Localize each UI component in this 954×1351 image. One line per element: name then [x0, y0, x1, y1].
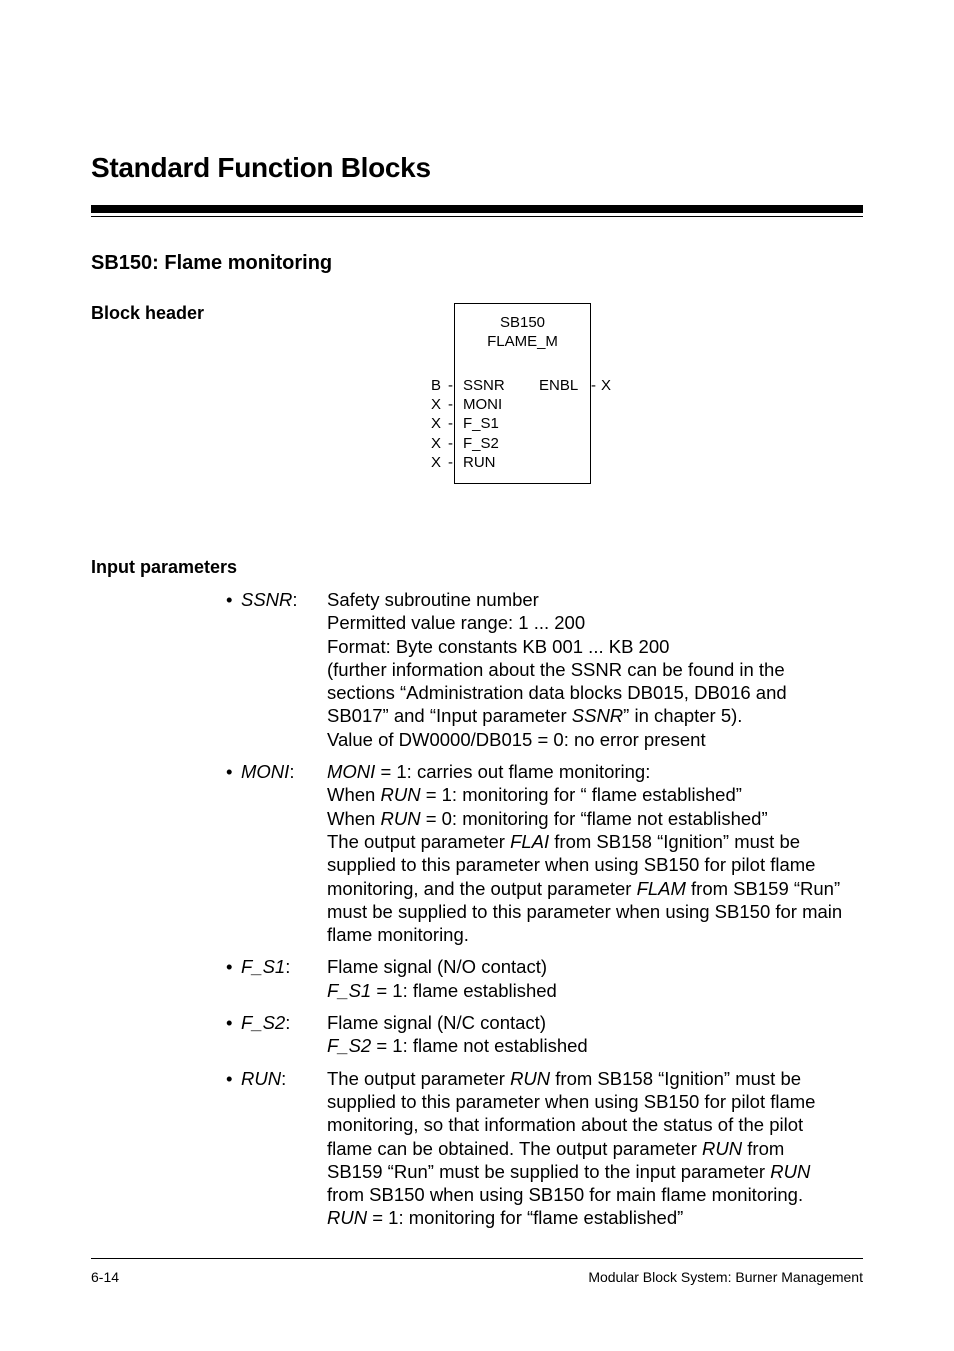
description-line	[327, 1011, 863, 1034]
description-line	[327, 853, 863, 876]
description-line	[327, 830, 863, 853]
text-run: = 1: monitoring for “flame established”	[367, 1207, 684, 1229]
text-run: from SB158 “Ignition” must be	[550, 1067, 802, 1089]
italic-term: RUN	[510, 1067, 551, 1089]
header-rule-thick	[91, 205, 863, 213]
input-pin-f_s2: F_S2	[463, 434, 499, 452]
description-line	[327, 1206, 863, 1229]
input-type-run: X	[431, 453, 442, 471]
param-colon: :	[285, 956, 291, 978]
input-pin-run: RUN	[463, 453, 496, 471]
bullet: •	[226, 1067, 233, 1089]
text-run: The output parameter	[327, 1067, 511, 1089]
param-moni	[91, 760, 863, 946]
bullet: •	[226, 761, 233, 783]
text-run: Format: Byte constants KB 001 ... KB 200	[327, 635, 670, 657]
description-line	[327, 1113, 863, 1136]
param-description	[327, 1067, 863, 1230]
text-run: = 1: flame not established	[371, 1035, 588, 1057]
output-pin-line: -	[591, 377, 596, 394]
param-f-s2	[91, 1011, 863, 1058]
param-name	[241, 588, 298, 611]
text-run: SB017” and “Input parameter	[327, 705, 572, 727]
section-title: SB150: Flame monitoring	[91, 252, 333, 274]
text-run: = 1: flame established	[371, 979, 557, 1001]
description-line	[327, 923, 863, 946]
description-line	[327, 728, 863, 751]
italic-term: RUN	[380, 807, 421, 829]
input-type-ssnr: B	[431, 377, 442, 394]
param-name-text: F_S2	[241, 1012, 286, 1034]
input-type-f_s1: X	[431, 415, 442, 433]
param-description	[327, 955, 863, 1002]
text-run: The output parameter	[327, 830, 511, 852]
input-pin-line: -	[448, 434, 453, 452]
bullet: •	[226, 956, 233, 978]
block-type: FLAME_M	[487, 333, 558, 350]
input-type-f_s2: X	[431, 434, 442, 452]
text-run: = 1: monitoring for “ flame established”	[420, 784, 742, 806]
param-name	[241, 760, 294, 783]
text-run: = 0: monitoring for “flame not established”	[420, 807, 768, 829]
description-line	[327, 704, 863, 727]
input-parameters-heading: Input parameters	[91, 557, 238, 577]
book-title: Modular Block System: Burner Management	[588, 1269, 863, 1285]
text-run: Flame signal (N/O contact)	[327, 956, 548, 978]
text-run: SB159 “Run” must be supplied to the input parameter	[327, 1160, 771, 1182]
footer-rule	[91, 1258, 863, 1259]
output-type-enbl: X	[601, 377, 612, 394]
text-run: from	[742, 1137, 785, 1159]
chapter-title: Standard Function Blocks	[91, 152, 431, 183]
italic-term: FLAM	[636, 877, 686, 899]
description-line	[327, 955, 863, 978]
param-ssnr	[91, 588, 863, 751]
text-run: Permitted value range: 1 ... 200	[327, 612, 586, 634]
input-pin-line: -	[448, 453, 453, 471]
param-colon: :	[292, 589, 298, 610]
param-name-text: SSNR	[241, 589, 293, 610]
text-run: = 1: carries out flame monitoring:	[375, 761, 651, 783]
text-run: flame monitoring.	[327, 924, 469, 946]
text-run: must be supplied to this parameter when using SB150 for main	[327, 900, 843, 922]
description-line	[327, 658, 863, 681]
input-pin-line: -	[448, 396, 453, 414]
output-pin-enbl: ENBL	[539, 377, 579, 394]
input-pin-f_s1: F_S1	[463, 415, 499, 433]
description-line	[327, 611, 863, 634]
italic-term: RUN	[327, 1207, 368, 1229]
description-line	[327, 783, 863, 806]
input-type-moni: X	[431, 396, 442, 414]
text-run: Flame signal (N/C contact)	[327, 1012, 546, 1034]
param-f-s1	[91, 955, 863, 1002]
italic-term: RUN	[380, 784, 421, 806]
param-description	[327, 760, 863, 946]
description-line	[327, 681, 863, 704]
param-colon: :	[281, 1067, 287, 1089]
description-line	[327, 1034, 863, 1057]
input-parameter-list	[91, 588, 863, 1239]
bullet: •	[226, 1012, 233, 1034]
text-run: Safety subroutine number	[327, 589, 539, 610]
text-run: from SB150 when using SB150 for main flame monitoring.	[327, 1184, 804, 1206]
text-run: sections “Administration data blocks DB015, DB016 and	[327, 682, 787, 704]
page-number: 6-14	[91, 1269, 120, 1285]
text-run: When	[327, 807, 381, 829]
param-description	[327, 588, 863, 751]
text-run: from SB159 “Run”	[685, 877, 841, 899]
param-colon: :	[289, 761, 295, 783]
param-colon: :	[285, 1012, 291, 1034]
param-run	[91, 1067, 863, 1230]
input-pin-ssnr: SSNR	[463, 377, 505, 394]
param-description	[327, 1011, 863, 1058]
description-line	[327, 900, 863, 923]
italic-term: RUN	[702, 1137, 743, 1159]
param-name	[241, 1011, 290, 1034]
italic-term: F_S1	[327, 979, 372, 1001]
text-run: monitoring, and the output parameter	[327, 877, 637, 899]
text-run: (further information about the SSNR can be found in the	[327, 658, 785, 680]
text-run: ” in chapter 5).	[623, 705, 743, 727]
bullet: •	[226, 589, 233, 610]
text-run: supplied to this parameter when using SB150 for pilot flame	[327, 854, 816, 876]
italic-term: SSNR	[571, 705, 624, 727]
param-name-text: F_S1	[241, 956, 286, 978]
text-run: monitoring, so that information about the status of the pilot	[327, 1114, 804, 1136]
description-line	[327, 1137, 863, 1160]
description-line	[327, 1183, 863, 1206]
description-line	[327, 1160, 863, 1183]
description-line	[327, 979, 863, 1002]
italic-term: MONI	[327, 761, 376, 783]
text-run: supplied to this parameter when using SB150 for pilot flame	[327, 1090, 816, 1112]
italic-term: F_S2	[327, 1035, 372, 1057]
italic-term: RUN	[770, 1160, 811, 1182]
description-line	[327, 760, 863, 783]
text-run: When	[327, 784, 381, 806]
description-line	[327, 635, 863, 658]
italic-term: FLAI	[510, 830, 550, 852]
block-header-heading: Block header	[91, 303, 205, 323]
description-line	[327, 1067, 863, 1090]
text-run: from SB158 “Ignition” must be	[549, 830, 801, 852]
input-pin-line: -	[448, 377, 453, 394]
description-line	[327, 877, 863, 900]
param-name	[241, 955, 290, 978]
input-pin-line: -	[448, 415, 453, 433]
param-name-text: RUN	[241, 1067, 282, 1089]
description-line	[327, 807, 863, 830]
param-name-text: MONI	[241, 761, 290, 783]
description-line	[327, 1090, 863, 1113]
param-name	[241, 1067, 286, 1090]
header-rule-thin	[91, 216, 863, 217]
description-line	[327, 588, 863, 611]
input-pin-moni: MONI	[463, 396, 503, 414]
text-run: Value of DW0000/DB015 = 0: no error present	[327, 728, 706, 750]
text-run: flame can be obtained. The output parameter	[327, 1137, 703, 1159]
block-name: SB150	[499, 314, 546, 331]
